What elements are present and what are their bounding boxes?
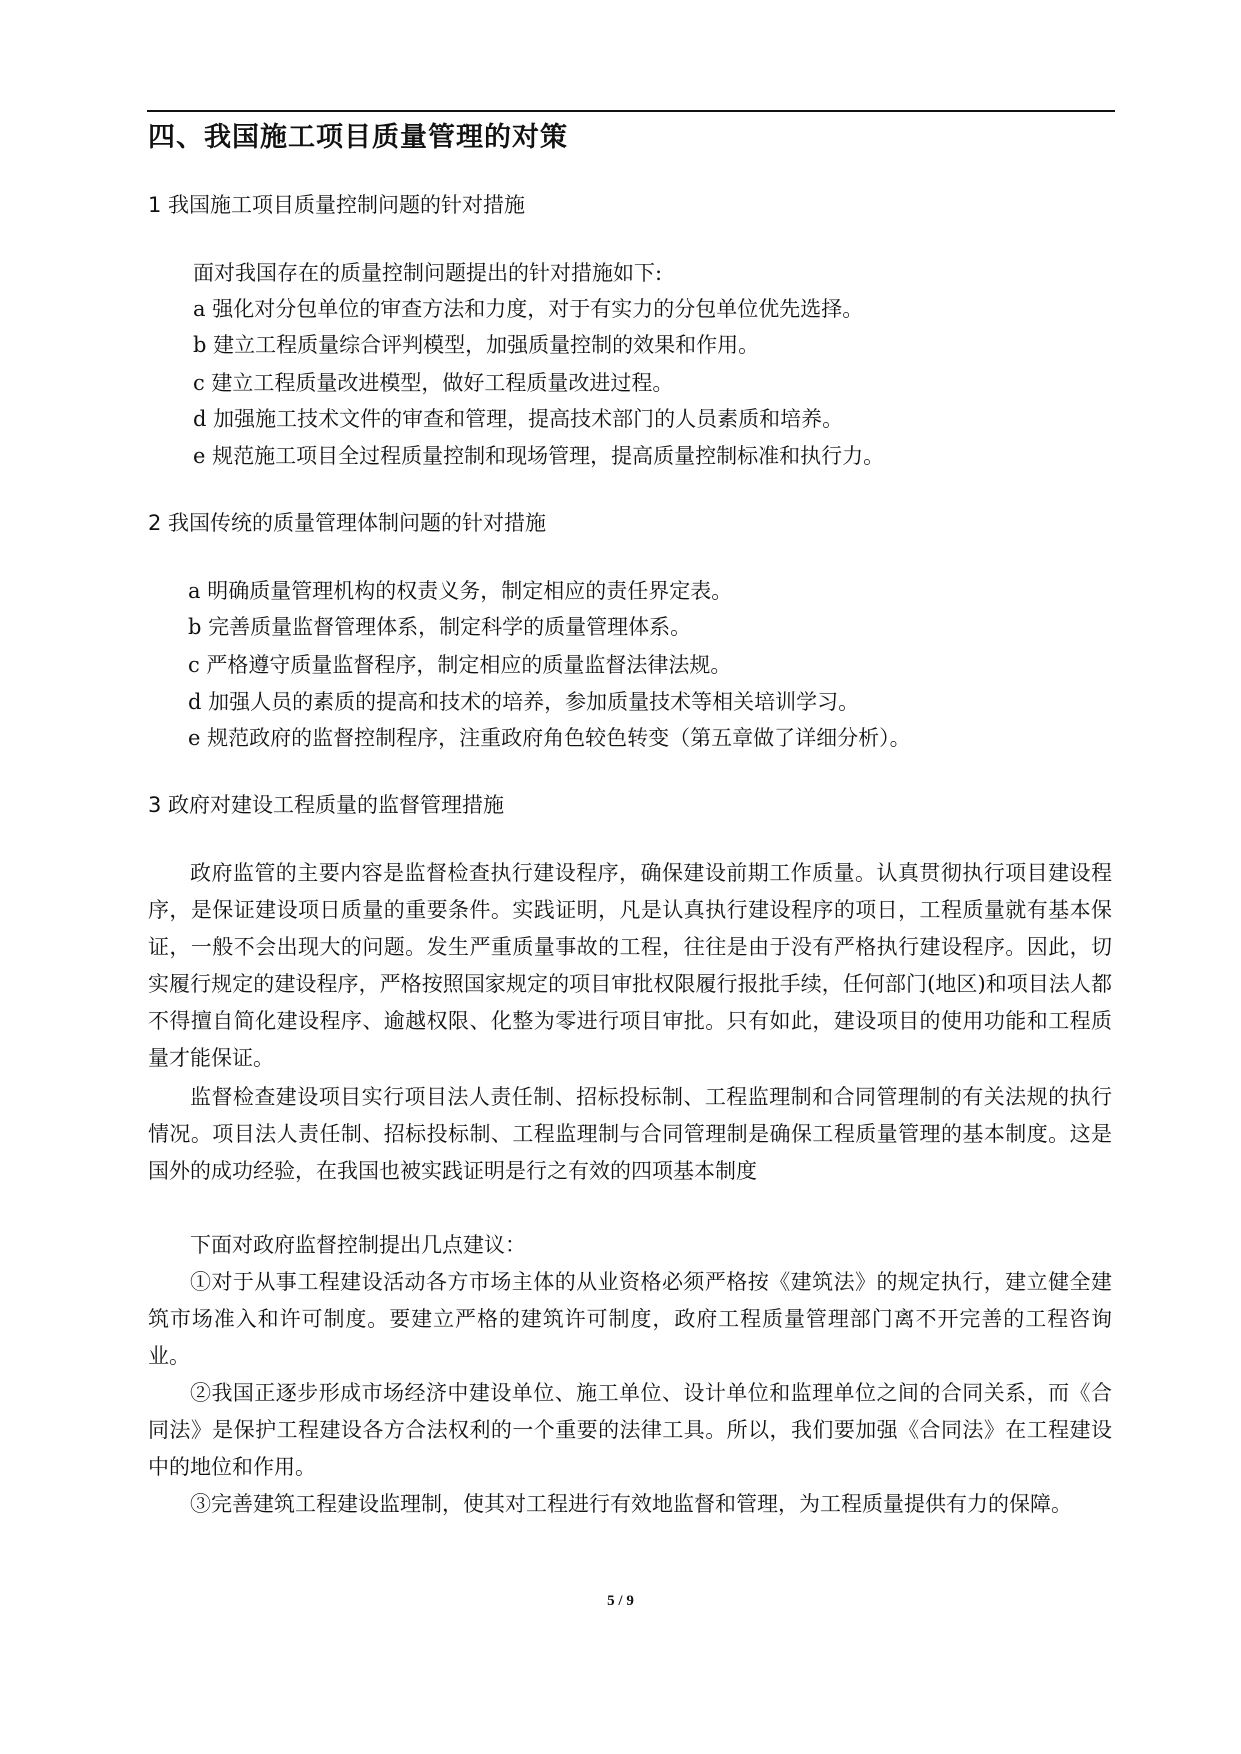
section-3-paragraph-3: 下面对政府监督控制提出几点建议：: [190, 1233, 526, 1257]
section-1-item-a: a 强化对分包单位的审查方法和力度，对于有实力的分包单位优先选择。: [193, 297, 864, 321]
section-3-paragraph-1: 政府监管的主要内容是监督检查执行建设程序，确保建设前期工作质量。认真贯彻执行项目建设程序，是保证建设项日质量的重要条件。实践证明，凡是认真执行建设程序的项日，工程质量就有基本保证，一般不会出现大的问题。发生严重质量事故的工程，往往是由于没有严格执行建设程序。因此，切实履行规定的建设程序，严格按照国家规定的项目审批权限履行报批手续，任何部门(地区)和项目法人都不得擅自简化建设程序、逾越权限、化整为零进行项目审批。只有如此，建设项目的使用功能和工程质量才能保证。: [148, 861, 1112, 1070]
section-3-title: 3 政府对建设工程质量的监督管理措施: [148, 793, 505, 817]
header-rule: [147, 110, 1115, 112]
section-2-title: 2 我国传统的质量管理体制问题的针对措施: [148, 511, 547, 535]
section-1-item-e: e 规范施工项目全过程质量控制和现场管理，提高质量控制标准和执行力。: [193, 444, 885, 468]
section-2-item-c: c 严格遵守质量监督程序，制定相应的质量监督法律法规。: [188, 653, 732, 677]
chapter-title: 四、我国施工项目质量管理的对策: [148, 122, 568, 153]
section-1-item-c: c 建立工程质量改进模型，做好工程质量改进过程。: [193, 371, 674, 395]
section-2-item-d: d 加强人员的素质的提高和技术的培养，参加质量技术等相关培训学习。: [188, 690, 860, 714]
section-3-suggestion-3: ③完善建筑工程建设监理制，使其对工程进行有效地监督和管理，为工程质量提供有力的保障。: [190, 1492, 1072, 1516]
page-number: 5 / 9: [607, 1593, 634, 1609]
section-3-suggestion-1: ①对于从事工程建设活动各方市场主体的从业资格必须严格按《建筑法》的规定执行，建立健全建筑市场准入和许可制度。要建立严格的建筑许可制度，政府工程质量管理部门离不开完善的工程咨询业。: [148, 1270, 1112, 1368]
section-2-item-a: a 明确质量管理机构的权责义务，制定相应的责任界定表。: [188, 579, 733, 603]
section-1-intro: 面对我国存在的质量控制问题提出的针对措施如下:: [193, 261, 663, 285]
section-1-title: 1 我国施工项目质量控制问题的针对措施: [148, 193, 526, 217]
section-3-paragraph-2: 监督检查建设项目实行项目法人责任制、招标投标制、工程监理制和合同管理制的有关法规的执行情况。项目法人责任制、招标投标制、工程监理制与合同管理制是确保工程质量管理的基本制度。这是国外的成功经验，在我国也被实践证明是行之有效的四项基本制度: [148, 1085, 1112, 1183]
section-1-item-d: d 加强施工技术文件的审查和管理，提高技术部门的人员素质和培养。: [193, 407, 844, 431]
section-2-item-e: e 规范政府的监督控制程序，注重政府角色较色转变（第五章做了详细分析）。: [188, 726, 911, 750]
section-2-item-b: b 完善质量监督管理体系，制定科学的质量管理体系。: [188, 615, 692, 639]
section-3-suggestion-2: ②我国正逐步形成市场经济中建设单位、施工单位、设计单位和监理单位之间的合同关系，而《合同法》是保护工程建设各方合法权利的一个重要的法律工具。所以，我们要加强《合同法》在工程建设中的地位和作用。: [148, 1381, 1112, 1479]
section-1-item-b: b 建立工程质量综合评判模型，加强质量控制的效果和作用。: [193, 333, 760, 357]
